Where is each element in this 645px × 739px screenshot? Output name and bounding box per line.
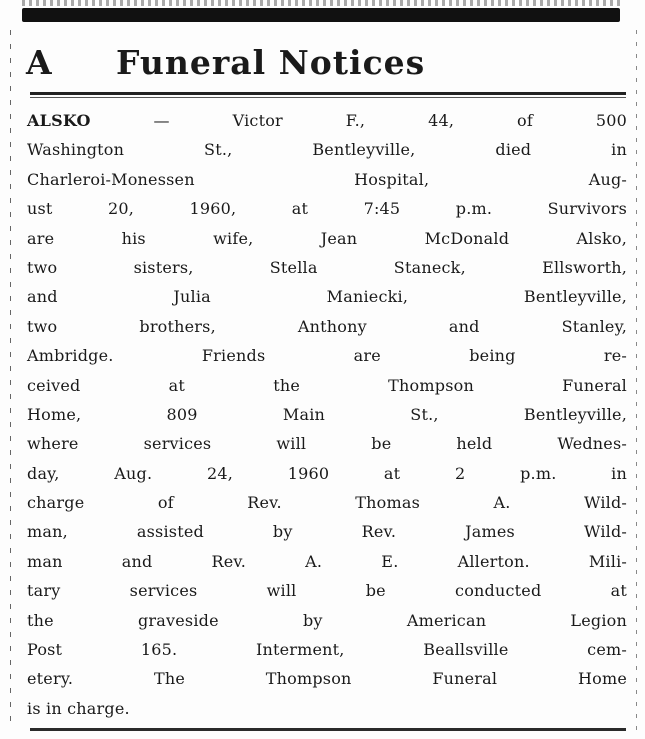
notice-line-text: — Victor F., 44, of 500 <box>90 111 627 130</box>
heading-rule-thin <box>30 97 626 98</box>
notice-line: Washington St., Bentleyville, died in <box>27 140 627 160</box>
notice-line: are his wife, Jean McDonald Alsko, <box>27 228 627 248</box>
notice-line: tary services will be conducted at <box>27 581 627 601</box>
notice-line: charge of Rev. Thomas A. Wild- <box>27 493 627 513</box>
funeral-notice <box>27 106 627 723</box>
section-heading <box>26 36 626 88</box>
notice-line: and Julia Maniecki, Bentleyville, <box>27 287 627 307</box>
notice-surname: ALSKO <box>27 111 91 130</box>
notice-line: two sisters, Stella Staneck, Ellsworth, <box>27 257 627 277</box>
notice-line: the graveside by American Legion <box>27 610 627 630</box>
torn-top-edge <box>22 0 620 6</box>
notice-line: Charleroi-Monessen Hospital, Aug- <box>27 169 627 189</box>
left-clipping-edge <box>10 30 11 730</box>
notice-line: where services will be held Wednes- <box>27 434 627 454</box>
right-clipping-edge <box>636 30 637 730</box>
notice-line: man, assisted by Rev. James Wild- <box>27 522 627 542</box>
notice-line: ceived at the Thompson Funeral <box>27 375 627 395</box>
heading-rule <box>30 92 626 95</box>
notice-line: two brothers, Anthony and Stanley, <box>27 316 627 336</box>
notice-line: ust 20, 1960, at 7:45 p.m. Survivors <box>27 199 627 219</box>
top-rule <box>22 8 620 22</box>
section-letter: A <box>26 42 53 82</box>
notice-line: Home, 809 Main St., Bentleyville, <box>27 404 627 424</box>
notice-line <box>27 106 627 135</box>
notice-line: man and Rev. A. E. Allerton. Mili- <box>27 551 627 571</box>
bottom-rule <box>30 728 626 731</box>
section-title: Funeral Notices <box>116 42 426 82</box>
notice-line: Post 165. Interment, Beallsville cem- <box>27 640 627 660</box>
notice-line: is in charge. <box>27 698 130 718</box>
notice-line: day, Aug. 24, 1960 at 2 p.m. in <box>27 463 627 483</box>
notice-line: etery. The Thompson Funeral Home <box>27 669 627 689</box>
notice-line: Ambridge. Friends are being re- <box>27 346 627 366</box>
